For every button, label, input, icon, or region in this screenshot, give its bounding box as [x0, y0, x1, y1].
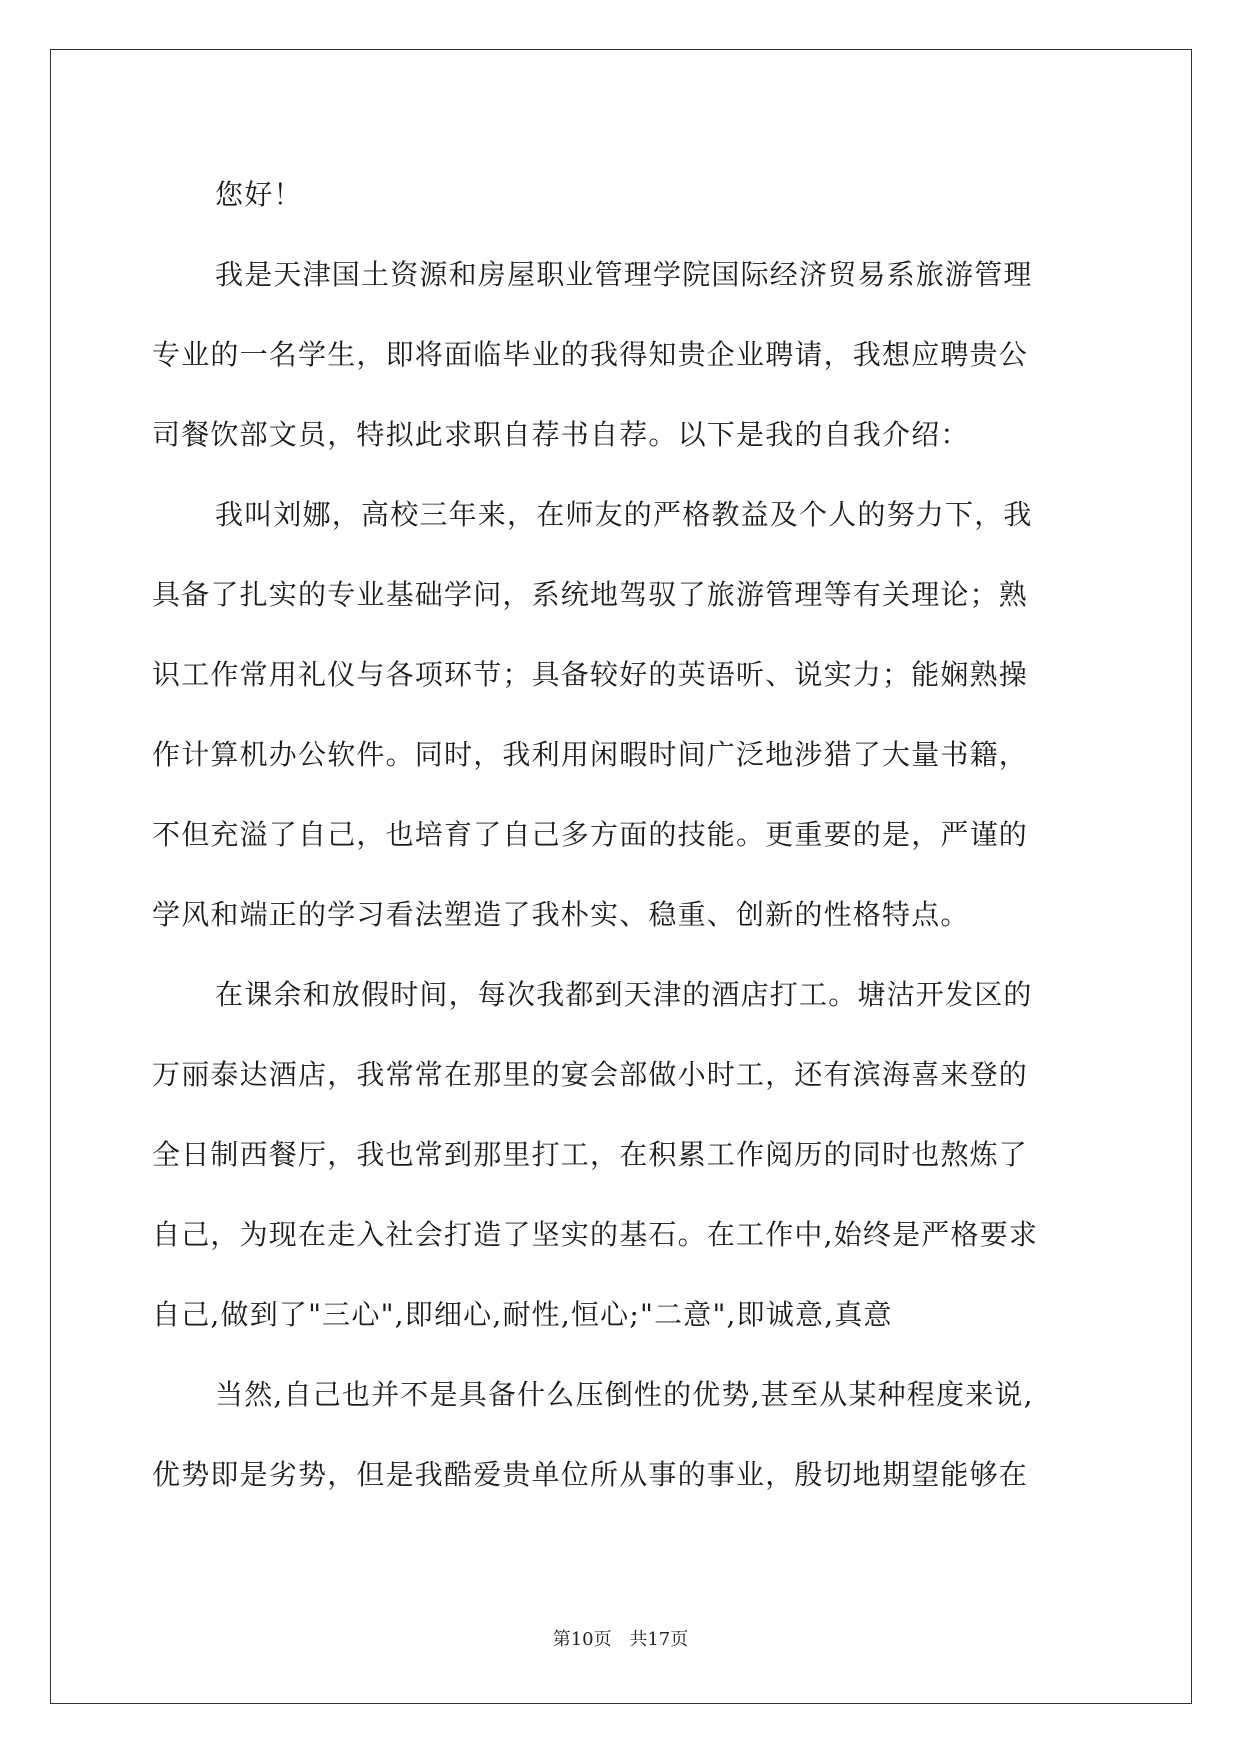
text-line: 自己，为现在走入社会打造了坚实的基石。在工作中,始终是严格要求 [152, 1218, 1039, 1251]
document-body [152, 155, 1092, 1515]
text-line: 全日制西餐厅，我也常到那里打工，在积累工作阅历的同时也熬炼了 [152, 1138, 1029, 1171]
text-line: 万丽泰达酒店，我常常在那里的宴会部做小时工，还有滨海喜来登的 [152, 1058, 1029, 1091]
text-line: 学风和端正的学习看法塑造了我朴实、稳重、创新的性格特点。 [152, 898, 970, 931]
text-line: 自己,做到了"三心",即细心,耐性,恒心;"二意",即诚意,真意 [152, 1298, 893, 1331]
text-line: 我叫刘娜，高校三年来，在师友的严格教益及个人的努力下，我 [215, 498, 1033, 531]
text-line: 您好！ [215, 178, 303, 211]
page-total: 共17页 [629, 1629, 689, 1650]
text-line: 专业的一名学生，即将面临毕业的我得知贵企业聘请，我想应聘贵公 [152, 338, 1029, 371]
text-line: 在课余和放假时间，每次我都到天津的酒店打工。塘沽开发区的 [215, 978, 1033, 1011]
text-line: 当然,自己也并不是具备什么压倒性的优势,甚至从某种程度来说, [215, 1378, 1034, 1411]
text-line: 我是天津国土资源和房屋职业管理学院国际经济贸易系旅游管理 [215, 258, 1033, 291]
text-line: 识工作常用礼仪与各项环节；具备较好的英语听、说实力；能娴熟操 [152, 658, 1029, 691]
text-line: 优势即是劣势，但是我酷爱贵单位所从事的事业，殷切地期望能够在 [152, 1458, 1029, 1491]
text-line: 司餐饮部文员，特拟此求职自荐书自荐。以下是我的自我介绍： [152, 418, 970, 451]
text-line: 具备了扎实的专业基础学问，系统地驾驭了旅游管理等有关理论；熟 [152, 578, 1029, 611]
text-line: 作计算机办公软件。同时，我利用闲暇时间广泛地涉猎了大量书籍， [152, 738, 1029, 771]
page-number: 第10页 [552, 1629, 612, 1650]
text-line: 不但充溢了自己，也培育了自己多方面的技能。更重要的是，严谨的 [152, 818, 1029, 851]
page-footer [0, 1625, 1241, 1651]
